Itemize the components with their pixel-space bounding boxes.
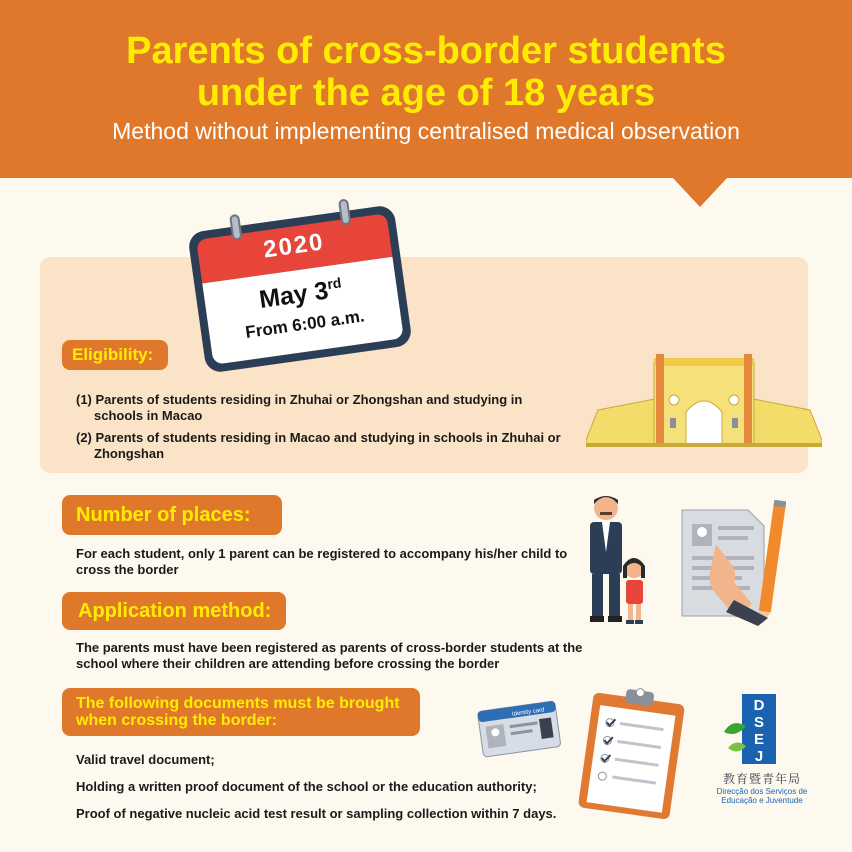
clipboard-checklist-icon [574,684,690,820]
document-form-icon [678,500,786,626]
application-text: The parents must have been registered as parents of cross-border students at the school where their children are attending before crossing the border [76,640,583,671]
logo-name-pt-line-2: Educação e Juventude [721,796,803,805]
document-item-2: Holding a written proof document of the school or the education authority; [76,779,537,794]
eligibility-item-2: (2) Parents of students residing in Macao and studying in schools in Zhuhai or Zhongshan [76,430,561,461]
logo-letter-s: S [753,714,765,731]
calendar-date-suffix: rd [326,274,343,293]
title-line-2: under the age of 18 years [196,72,656,114]
eligibility-heading: Eligibility: [62,340,168,370]
calendar-date-main: May 3 [257,276,331,314]
logo-name-chinese: 教育暨青年局 [722,772,801,786]
eligibility-item-1: (1) Parents of students residing in Zhuhai or Zhongshan and studying in schools in Macao [76,392,523,423]
logo-name-portuguese [714,787,810,805]
dsej-logo [724,692,786,768]
subtitle: Method without implementing centralised medical observation [112,118,740,144]
places-text: For each student, only 1 parent can be registered to accompany his/her child to cross the border [76,546,568,577]
header-pointer [672,177,728,207]
calendar-year: 2020 [261,228,327,264]
title-line-1: Parents of cross-border students [126,30,726,72]
parent-child-icon [578,492,654,628]
application-heading: Application method: [62,592,286,630]
places-heading: Number of places: [62,495,282,535]
documents-heading: The following documents must be brought when crossing the border: [62,688,420,736]
document-item-3: Proof of negative nucleic acid test result or sampling collection within 7 days. [76,806,557,821]
logo-name-pt-line-1: Direcção dos Serviços de [716,787,808,796]
calendar-icon [187,204,413,374]
border-gate-icon [586,352,822,448]
calendar-time: From 6:00 a.m. [244,306,366,342]
header-banner [0,0,852,178]
logo-letter-e: E [753,731,765,748]
id-card-label: Identity card [511,707,545,718]
logo-letter-j: J [754,748,764,765]
document-item-1: Valid travel document; [76,752,215,767]
logo-letter-d: D [753,697,765,714]
id-card-icon [476,696,562,760]
